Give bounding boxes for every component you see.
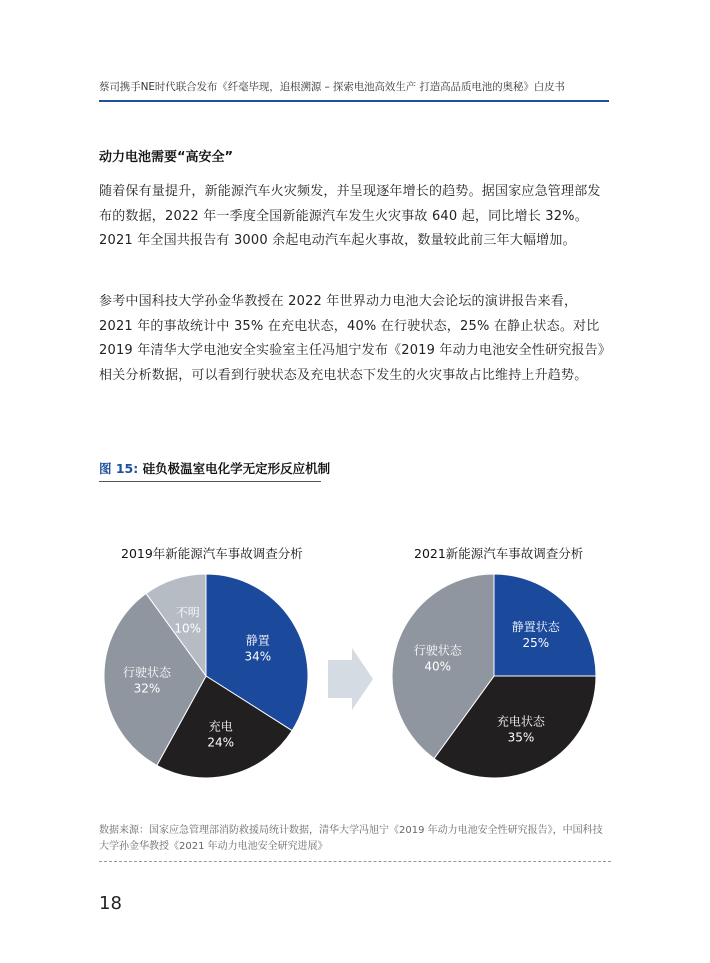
footer-divider [99,861,611,862]
figure-title: 硅负极温室电化学无定形反应机制 [142,461,331,476]
pie-2021-label-2: 行驶状态 [413,643,462,658]
pie-2021-value-1: 35% [507,730,535,745]
data-source-note: 数据来源：国家应急管理部消防救援局统计数据，清华大学冯旭宁《2019 年动力电池安全性研究报告》，中国科技大学孙金华教授《2021 年动力电池安全研究进展》 [99,825,603,852]
chart-2021-title: 2021新能源汽车事故调查分析 [414,546,584,561]
figure-number: 图 15: [99,461,139,476]
section-title: 动力电池需要“高安全” [99,150,234,165]
pie-2019-value-0: 34% [244,649,272,664]
pie-2021-value-0: 25% [522,636,550,651]
pie-chart-2021 [392,574,596,778]
pie-2021-value-2: 40% [424,659,452,674]
pie-chart-2019 [104,574,308,778]
running-header: 蔡司携手NE时代联合发布《纤毫毕现，追根溯源 – 探索电池高效生产 打造高品质电池的奥秘》白皮书 [99,81,565,93]
body-paragraph-1: 随着保有量提升，新能源汽车火灾频发，并呈现逐年增长的趋势。据国家应急管理部发布的数据，2022 年一季度全国新能源汽车发生火灾事故 640 起，同比增长 32%。2021 年全国共报告有 3000 余起电动汽车起火事故，数量较此前三年大幅增加。 [99,184,601,248]
pie-2019-value-2: 32% [133,681,161,696]
page-number: 18 [99,893,122,914]
pie-2019-label-2: 行驶状态 [122,665,172,680]
pie-2021-label-1: 充电状态 [496,714,545,729]
pie-2021-label-0: 静置状态 [511,620,560,635]
pie-2019-label-3: 不明 [175,605,200,620]
arrow-right-icon [328,648,373,710]
chart-2019-title: 2019年新能源汽车事故调查分析 [121,546,303,561]
pie-2019-label-1: 充电 [208,719,233,734]
pie-2019-label-0: 静置 [245,633,270,648]
body-paragraph-2: 参考中国科技大学孙金华教授在 2022 年世界动力电池大会论坛的演讲报告来看，2021 年的事故统计中 35% 在充电状态，40% 在行驶状态，25% 在静止状态。对比 2019 年清华大学电池安全实验室主任冯旭宁发布《2019 年动力电池安全性研究报告》相关分析数据，可以看到行驶状态及充电状态下发生的火灾事故占比维持上升趋势。 [99,294,605,383]
pie-2019-value-1: 24% [207,735,235,750]
pie-2019-value-3: 10% [174,621,202,636]
